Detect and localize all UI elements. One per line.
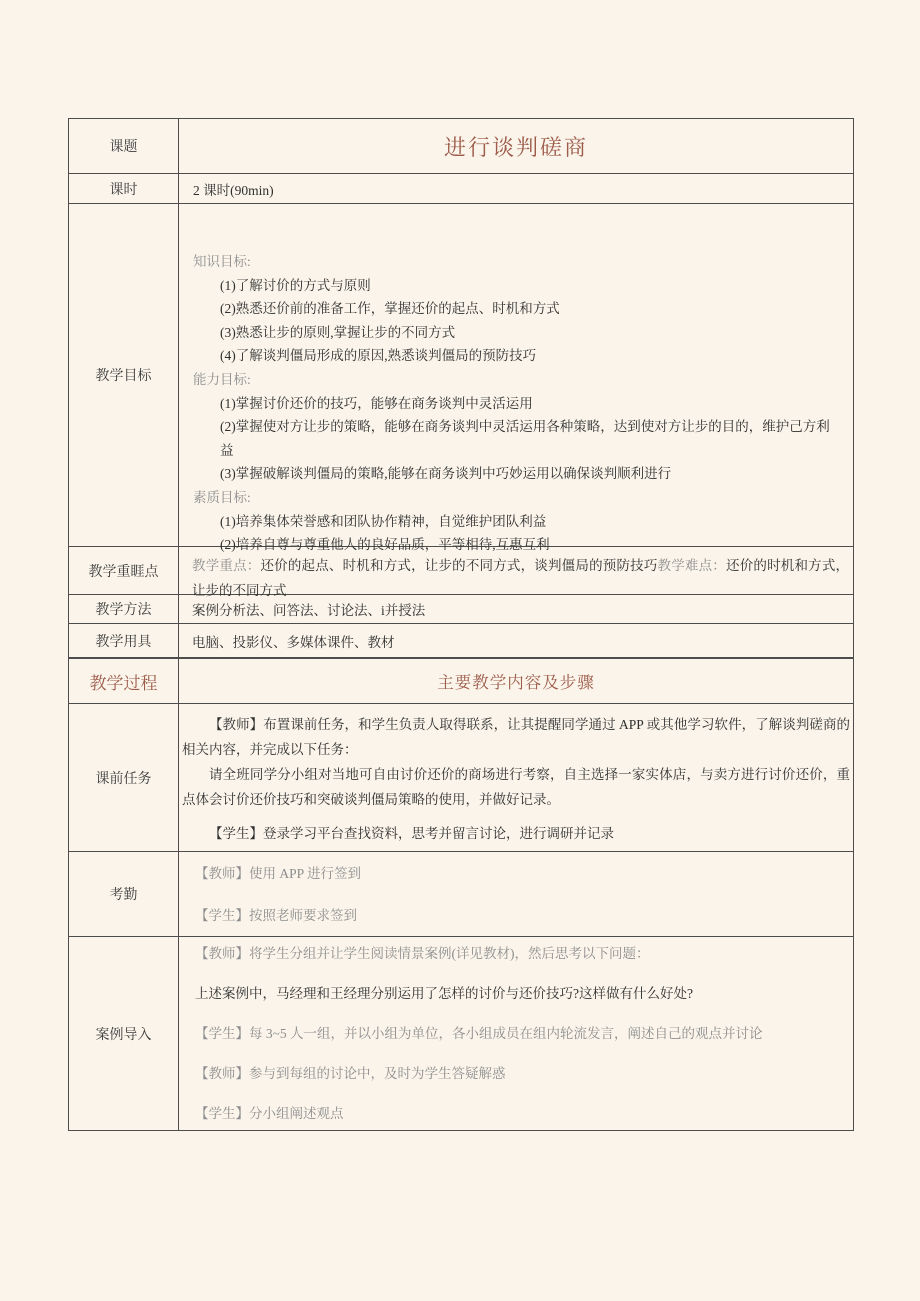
attendance-label: 考勤: [69, 852, 179, 936]
row-hours: [69, 173, 853, 203]
pre-class-task-paragraph: 请全班同学分小组对当地可自由讨价还价的商场进行考察，自主选择一家实体店，与卖方进行讨价还价，重点体会讨价还价技巧和突破谈判僵局策略的使用，并做好记录。: [182, 767, 850, 807]
methods-value: 案例分析法、问答法、讨论法、i并授法: [192, 603, 426, 618]
process-header-title: 主要教学内容及步骤: [437, 673, 595, 692]
difficulties-prefix: 教学难点：: [657, 558, 726, 573]
row-attendance: [69, 851, 853, 936]
attendance-student-line: 【学生】按照老师要求签到: [195, 908, 357, 923]
quality-goal-item: (1)培养集体荣誉感和团队协作精神，自觉维护团队利益: [220, 513, 547, 529]
attendance-content: [179, 852, 853, 936]
key-points-prefix: 教学重点：: [192, 558, 261, 573]
row-objectives: [69, 203, 853, 553]
quality-goal-item: (2)培养自尊与尊重他人的良好品质，平等相待,互惠互利: [220, 537, 550, 553]
row-process-header: [69, 657, 853, 703]
objectives-content: [179, 204, 853, 553]
tools-value: 电脑、投影仪、多媒体课件、教材: [192, 634, 395, 650]
case-question-line: 上述案例中，马经理和王经理分别运用了怎样的讨价与还价技巧?这样做有什么好处?: [195, 986, 693, 1001]
row-key-points: [69, 546, 853, 598]
topic-label: 课题: [69, 119, 179, 173]
key-points-text: 还价的起点、时机和方式，让步的不同方式，谈判僵局的预防技巧: [260, 558, 658, 573]
case-intro-label: 案例导入: [69, 937, 179, 1130]
attendance-teacher-line: 【教师】使用 APP 进行签到: [195, 866, 362, 881]
hours-label: 课时: [69, 174, 179, 203]
ability-goals-heading: 能力目标:: [193, 371, 251, 387]
knowledge-goal-item: (4)了解谈判僵局形成的原因,熟悉谈判僵局的预防技巧: [220, 348, 537, 364]
pre-class-teacher-paragraph: 【教师】布置课前任务，和学生负责人取得联系，让其提醒同学通过 APP 或其他学习软件，了解谈判磋商的相关内容，并完成以下任务：: [182, 717, 850, 757]
row-pre-class-task: [69, 703, 853, 851]
ability-goal-item: (3)掌握破解谈判僵局的策略,能够在商务谈判中巧妙运用以确保谈判顺利进行: [220, 466, 672, 482]
methods-label: 教学方法: [69, 595, 179, 623]
ability-goal-item: (1)掌握讨价还价的技巧，能够在商务谈判中灵活运用: [220, 395, 533, 411]
lesson-plan-table: [68, 118, 854, 1131]
ability-goal-item: (2)掌握使对方让步的策略，能够在商务谈判中灵活运用各种策略，达到使对方让步的目的，维护己方利益: [220, 419, 830, 458]
case-student-line: 【学生】分小组阐述观点: [195, 1106, 344, 1121]
pre-class-student-paragraph: 【学生】登录学习平台查找资料，思考并留言讨论，进行调研并记录: [209, 826, 614, 841]
tools-label: 教学用具: [69, 624, 179, 657]
knowledge-goals-heading: 知识目标:: [193, 254, 251, 269]
case-intro-content: [179, 937, 853, 1130]
case-teacher-line: 【教师】将学生分组并让学生阅读情景案例(详见教材)，然后思考以下问题：: [195, 946, 650, 961]
row-methods: [69, 594, 853, 623]
knowledge-goal-item: (2)熟悉还价前的准备工作，掌握还价的起点、时机和方式: [220, 301, 560, 317]
difficulties-text: 还价的时机和方式，让步的不同方式: [192, 558, 850, 598]
case-student-line: 【学生】每 3~5 人一组，并以小组为单位，各小组成员在组内轮流发言，阐述自己的观点并讨论: [195, 1026, 763, 1041]
knowledge-goal-item: (3)熟悉让步的原则,掌握让步的不同方式: [220, 324, 456, 340]
objectives-label: 教学目标: [69, 204, 179, 546]
row-tools: [69, 623, 853, 657]
pre-class-label: 课前任务: [69, 704, 179, 851]
quality-goals-heading: 素质目标:: [193, 489, 251, 505]
hours-value: 2 课时(90min): [193, 182, 274, 198]
topic-title: 进行谈判磋商: [443, 134, 588, 160]
knowledge-goal-item: (1)了解讨价的方式与原则: [220, 277, 371, 293]
key-points-label: 教学重睚点: [69, 547, 179, 594]
process-label: 教学过程: [69, 659, 179, 703]
row-topic: [69, 119, 853, 173]
case-teacher-line: 【教师】参与到每组的讨论中，及时为学生答疑解惑: [195, 1066, 506, 1081]
pre-class-content: [179, 704, 853, 851]
key-points-content: [179, 547, 853, 598]
row-case-intro: [69, 936, 853, 1130]
